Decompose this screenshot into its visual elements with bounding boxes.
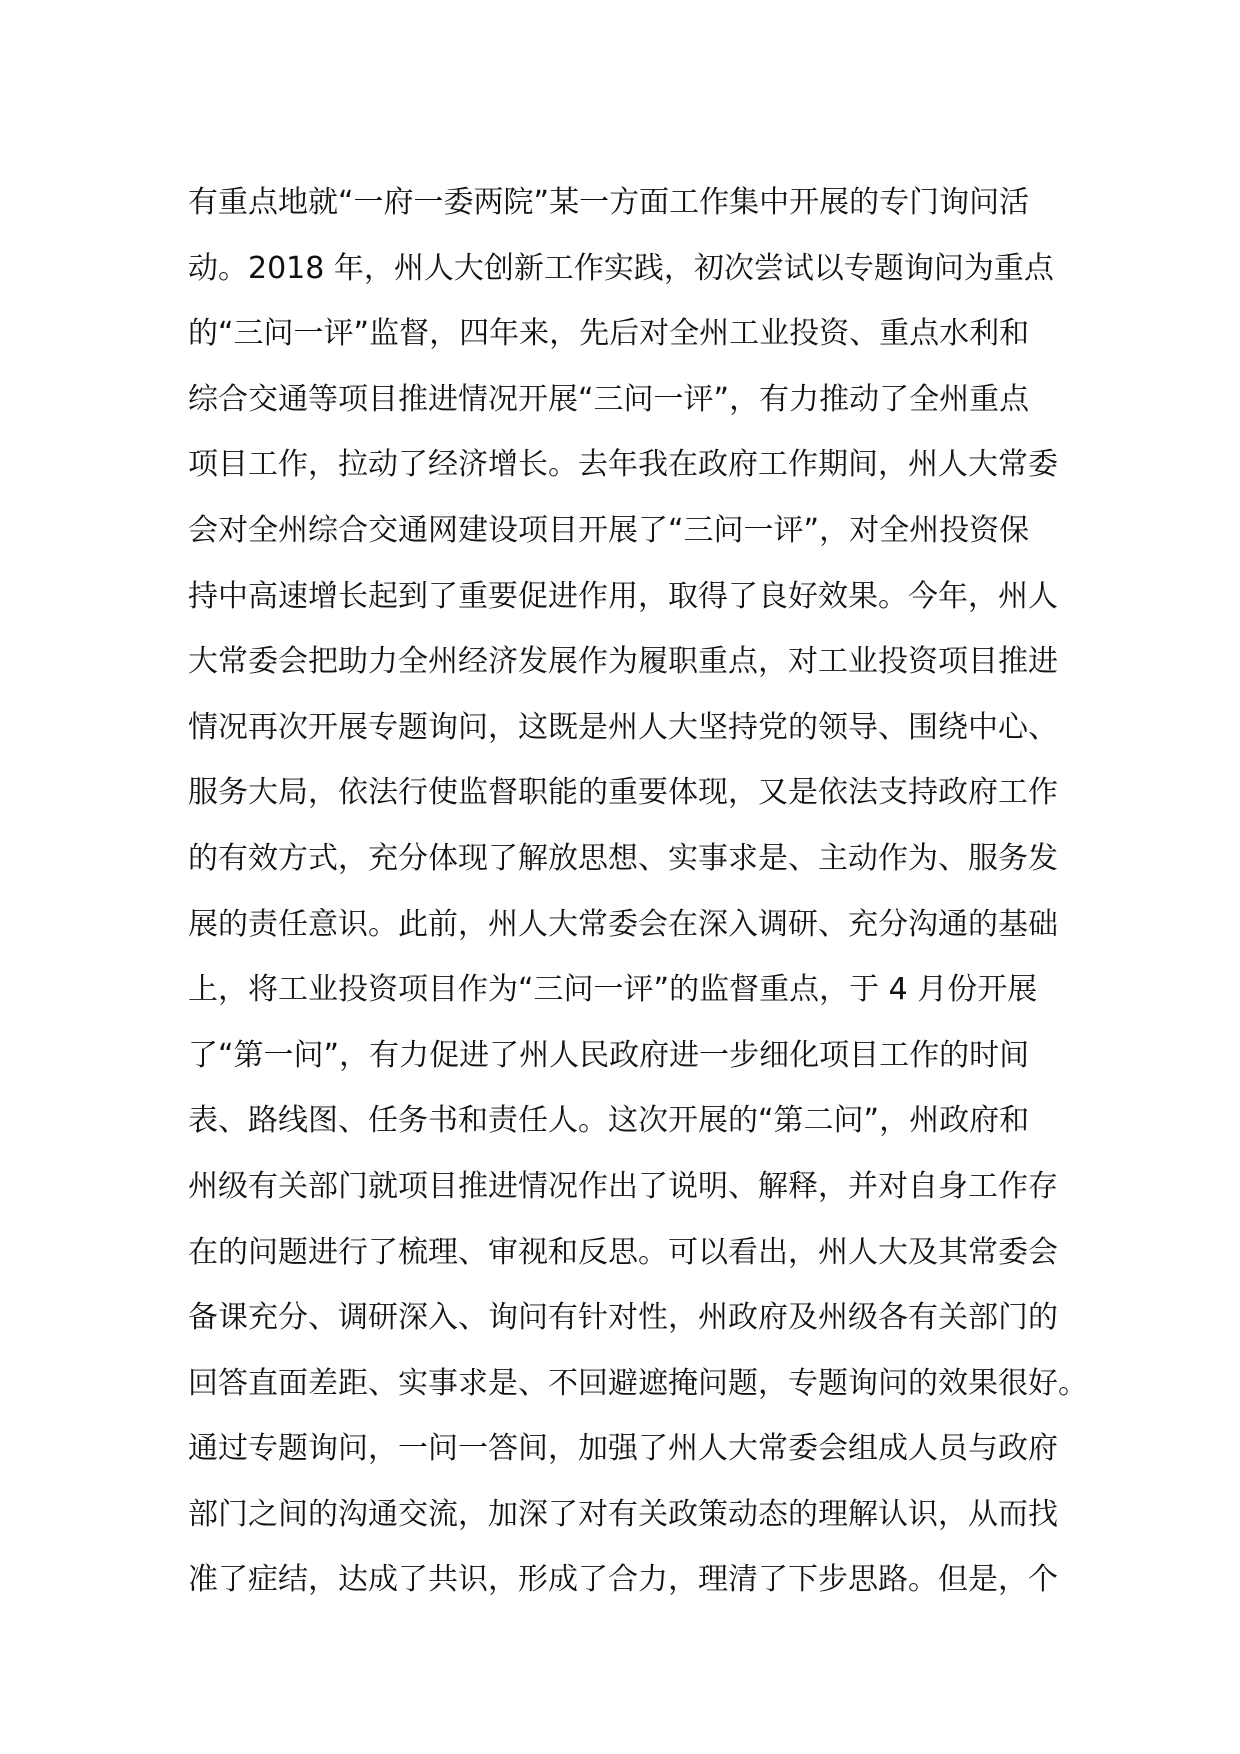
- text-line: 会对全州综合交通网建设项目开展了“三问一评”，对全州投资保: [188, 512, 1030, 548]
- text-line: 通过专题询问，一问一答间，加强了州人大常委会组成人员与政府: [188, 1431, 1058, 1467]
- text-line: 在的问题进行了梳理、审视和反思。可以看出，州人大及其常委会: [188, 1234, 1058, 1270]
- text-line: 有重点地就“一府一委两院”某一方面工作集中开展的专门询问活: [188, 185, 1030, 220]
- text-line: 回答直面差距、实事求是、不回避遮掩问题，专题询问的效果很好。: [188, 1365, 1088, 1401]
- text-line: 的有效方式，充分体现了解放思想、实事求是、主动作为、服务发: [188, 840, 1058, 876]
- text-line: 情况再次开展专题询问，这既是州人大坚持党的领导、围绕中心、: [188, 709, 1058, 745]
- text-line: 展的责任意识。此前，州人大常委会在深入调研、充分沟通的基础: [188, 906, 1058, 942]
- text-line: 备课充分、调研深入、询问有针对性，州政府及州级各有关部门的: [188, 1300, 1058, 1336]
- text-line: 服务大局，依法行使监督职能的重要体现，又是依法支持政府工作: [188, 775, 1058, 811]
- text-line: 大常委会把助力全州经济发展作为履职重点，对工业投资项目推进: [188, 644, 1058, 680]
- text-line: 项目工作，拉动了经济增长。去年我在政府工作期间，州人大常委: [188, 447, 1058, 483]
- text-line: 准了症结，达成了共识，形成了合力，理清了下步思路。但是，个: [188, 1562, 1058, 1598]
- text-line: 的“三问一评”监督，四年来，先后对全州工业投资、重点水利和: [188, 316, 1030, 352]
- text-line: 上，将工业投资项目作为“三问一评”的监督重点，于 4 月份开展: [188, 972, 1038, 1008]
- text-line: 州级有关部门就项目推进情况作出了说明、解释，并对自身工作存: [188, 1168, 1058, 1204]
- text-line: 持中高速增长起到了重要促进作用，取得了良好效果。今年，州人: [188, 578, 1058, 614]
- text-line: 综合交通等项目推进情况开展“三问一评”，有力推动了全州重点: [188, 381, 1030, 417]
- text-line: 动。2018 年，州人大创新工作实践，初次尝试以专题询问为重点: [188, 250, 1054, 286]
- text-line: 表、路线图、任务书和责任人。这次开展的“第二问”，州政府和: [188, 1103, 1030, 1139]
- text-line: 了“第一问”，有力促进了州人民政府进一步细化项目工作的时间: [188, 1037, 1030, 1073]
- body-paragraph: [188, 170, 1088, 1613]
- text-line: 部门之间的沟通交流，加深了对有关政策动态的理解认识，从而找: [188, 1496, 1058, 1532]
